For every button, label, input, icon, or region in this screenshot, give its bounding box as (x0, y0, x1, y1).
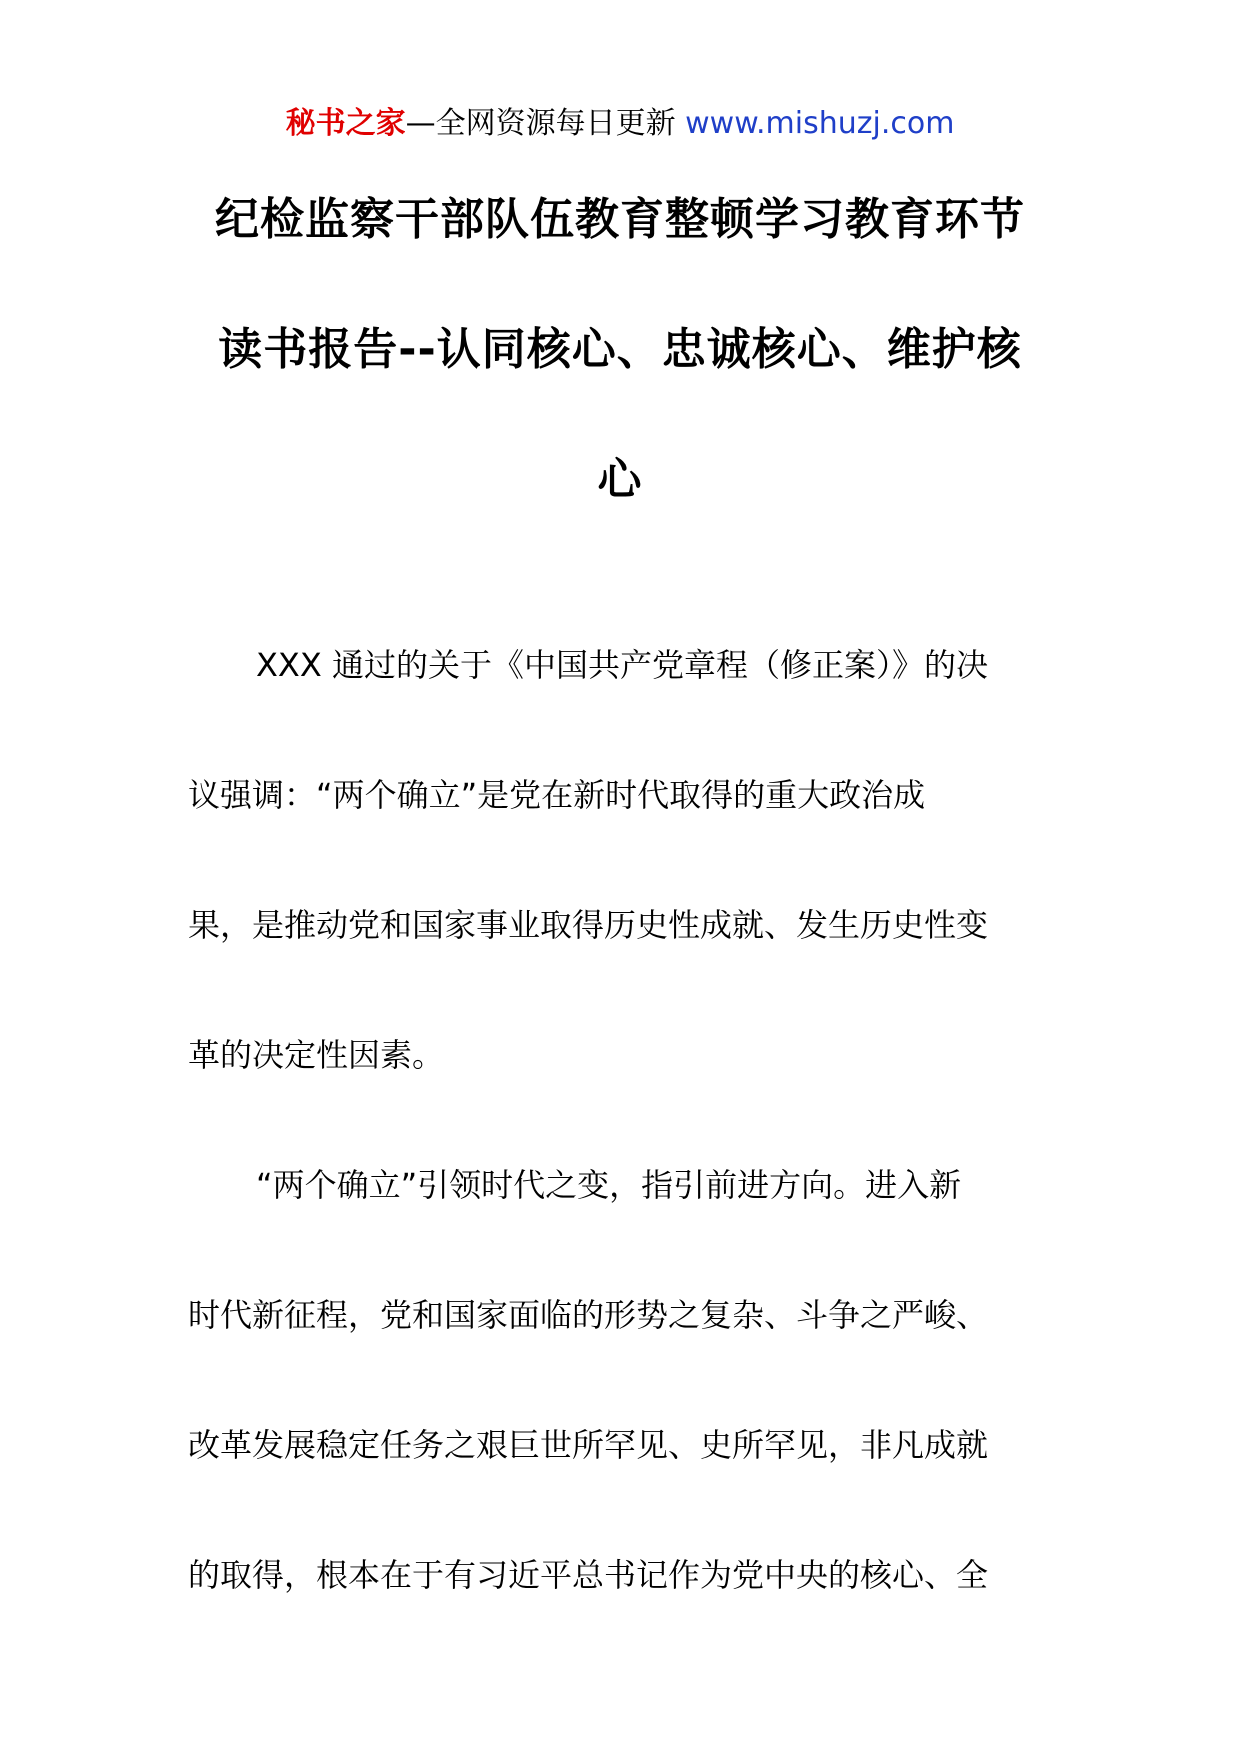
body-line: 的取得，根本在于有习近平总书记作为党中央的核心、全 (188, 1556, 989, 1594)
body-line: XXX 通过的关于《中国共产党章程（修正案）》的决 (256, 646, 988, 684)
title-line: 纪检监察干部队伍教育整顿学习教育环节 (215, 194, 1025, 245)
title-line: 读书报告--认同核心、忠诚核心、维护核 (218, 324, 1022, 375)
paragraph-2 (188, 1120, 1038, 1640)
brand-name: 秘书之家 (285, 106, 406, 141)
document-body (188, 600, 1038, 1640)
body-line: 革的决定性因素。 (188, 1036, 445, 1074)
body-line: 时代新征程，党和国家面临的形势之复杂、斗争之严峻、 (188, 1296, 989, 1334)
site-header (0, 100, 1240, 148)
paragraph-1 (188, 600, 1038, 1120)
body-line: 果，是推动党和国家事业取得历史性成就、发生历史性变 (188, 906, 989, 944)
site-url[interactable]: www.mishuzj.com (685, 106, 955, 141)
body-line: 议强调：“两个确立”是党在新时代取得的重大政治成 (188, 776, 926, 814)
body-line: “两个确立”引领时代之变，指引前进方向。进入新 (256, 1166, 962, 1204)
document-title (190, 155, 1050, 545)
title-line: 心 (597, 454, 643, 505)
body-line: 改革发展稳定任务之艰巨世所罕见、史所罕见，非凡成就 (188, 1426, 989, 1464)
site-tagline: —全网资源每日更新 (405, 106, 676, 141)
